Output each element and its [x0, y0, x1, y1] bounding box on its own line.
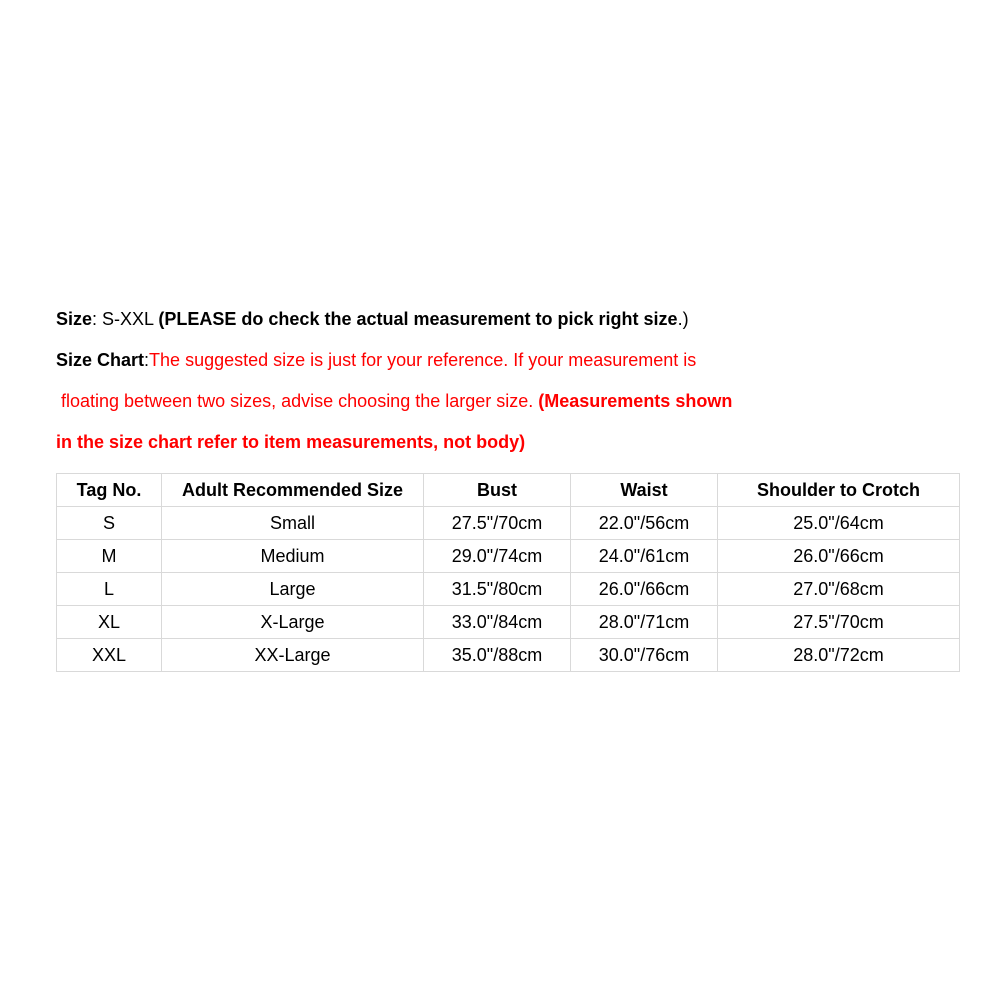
size-note-open: (: [158, 309, 165, 329]
cell-shoulder-to-crotch: 28.0"/72cm: [718, 639, 960, 672]
cell-bust: 29.0"/74cm: [424, 540, 571, 573]
cell-tag: S: [57, 507, 162, 540]
cell-tag: XL: [57, 606, 162, 639]
cell-bust: 35.0"/88cm: [424, 639, 571, 672]
size-label: Size: [56, 309, 93, 329]
size-note-close: .): [677, 309, 689, 329]
cell-bust: 31.5"/80cm: [424, 573, 571, 606]
header-shoulder-to-crotch: Shoulder to Crotch: [718, 474, 960, 507]
header-adult-recommended-size: Adult Recommended Size: [162, 474, 424, 507]
table-row: [57, 639, 960, 672]
size-range-line: [56, 308, 689, 330]
size-note-bold: PLEASE do check the actual measurement to pick right size: [164, 309, 678, 329]
table-header-row: [57, 474, 960, 507]
cell-waist: 28.0"/71cm: [571, 606, 718, 639]
cell-size: Medium: [162, 540, 424, 573]
header-waist: Waist: [571, 474, 718, 507]
cell-tag: M: [57, 540, 162, 573]
cell-shoulder-to-crotch: 25.0"/64cm: [718, 507, 960, 540]
header-tag-no: Tag No.: [57, 474, 162, 507]
cell-bust: 33.0"/84cm: [424, 606, 571, 639]
cell-waist: 24.0"/61cm: [571, 540, 718, 573]
cell-size: X-Large: [162, 606, 424, 639]
size-chart-text-1: The suggested size is just for your reference. If your measurement is: [149, 350, 697, 370]
cell-size: XX-Large: [162, 639, 424, 672]
size-chart-bold-2: (Measurements shown: [538, 391, 733, 411]
cell-tag: L: [57, 573, 162, 606]
size-chart-line-2: [56, 390, 732, 412]
size-colon: :: [92, 309, 103, 329]
size-range-value: S-XXL: [102, 309, 159, 329]
cell-size: Large: [162, 573, 424, 606]
cell-bust: 27.5"/70cm: [424, 507, 571, 540]
size-chart-text-2: floating between two sizes, advise choosing the larger size.: [56, 391, 539, 411]
table-row: [57, 606, 960, 639]
cell-waist: 22.0"/56cm: [571, 507, 718, 540]
size-chart-line-1: [56, 349, 696, 371]
size-chart-colon: :: [144, 350, 150, 370]
table-row: [57, 540, 960, 573]
cell-shoulder-to-crotch: 27.5"/70cm: [718, 606, 960, 639]
header-bust: Bust: [424, 474, 571, 507]
size-chart-bold-3: in the size chart refer to item measurements, not body): [56, 432, 526, 452]
size-chart-table: [56, 473, 960, 672]
size-chart-label: Size Chart: [56, 350, 145, 370]
cell-waist: 26.0"/66cm: [571, 573, 718, 606]
table-row: [57, 573, 960, 606]
cell-waist: 30.0"/76cm: [571, 639, 718, 672]
size-chart-line-3: [56, 431, 525, 453]
cell-size: Small: [162, 507, 424, 540]
table-row: [57, 507, 960, 540]
cell-shoulder-to-crotch: 27.0"/68cm: [718, 573, 960, 606]
cell-shoulder-to-crotch: 26.0"/66cm: [718, 540, 960, 573]
cell-tag: XXL: [57, 639, 162, 672]
